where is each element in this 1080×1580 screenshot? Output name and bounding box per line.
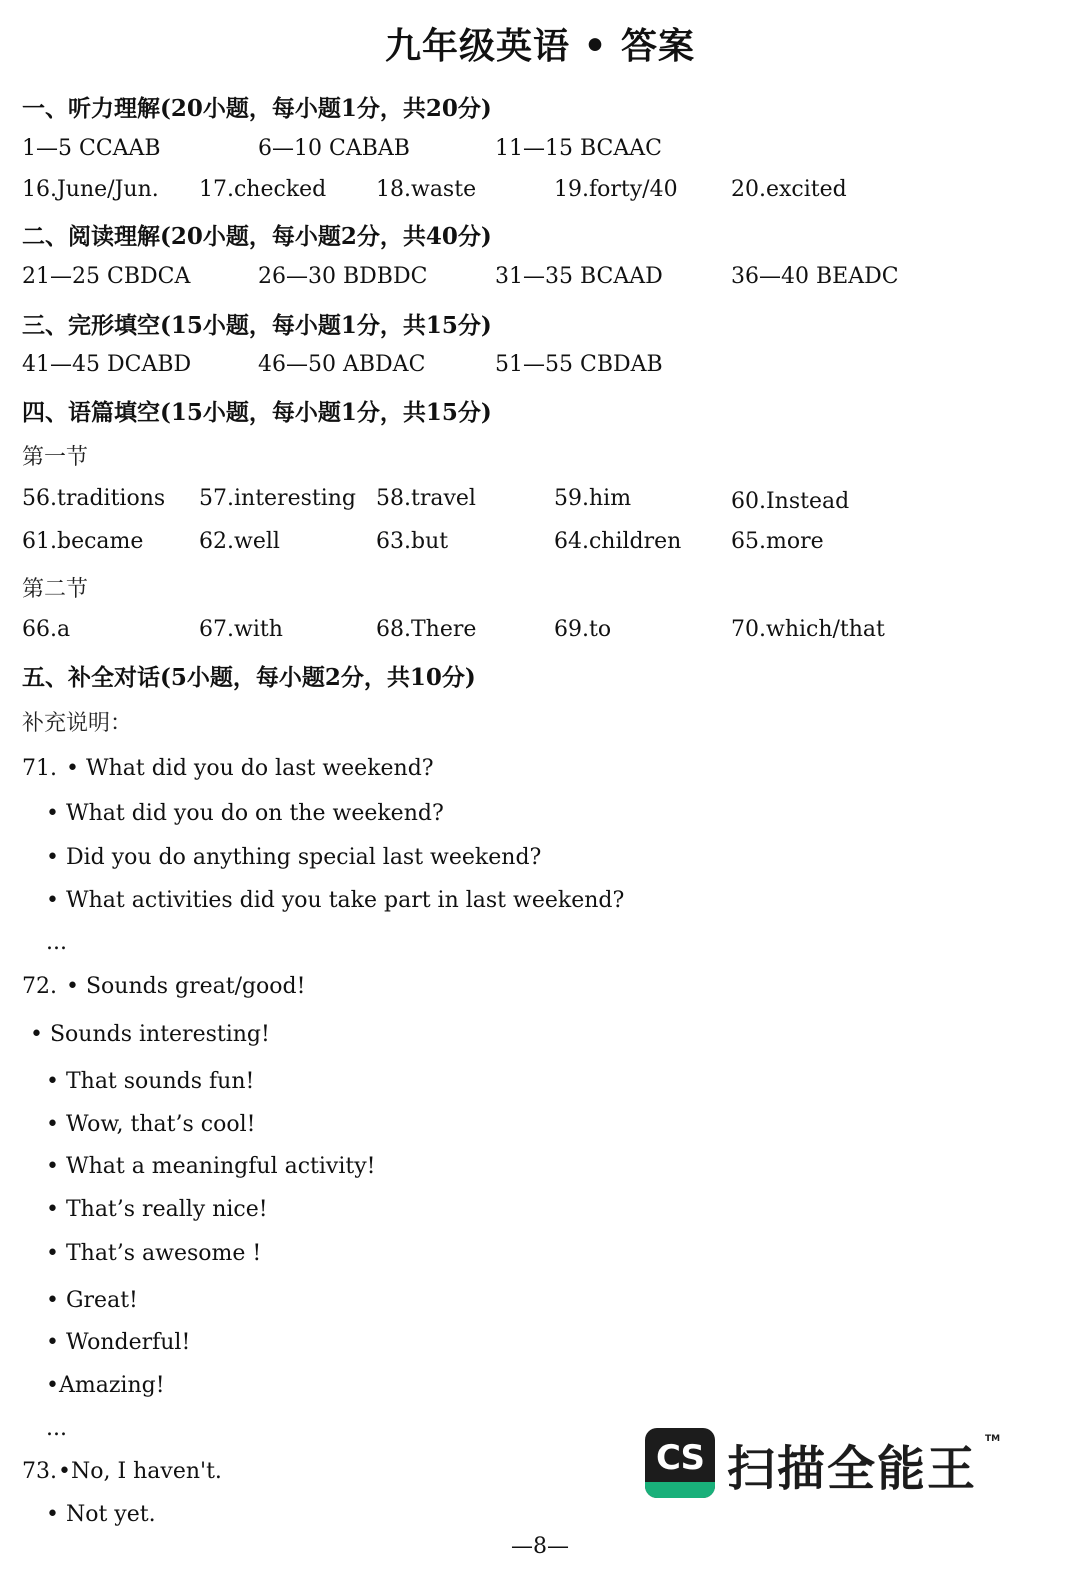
answer-item: 56.traditions [22, 486, 166, 511]
answer-option: • That’s really nice! [46, 1197, 268, 1222]
supplementary-note-label: 补充说明： [22, 711, 133, 736]
answer-group: 31—35 BCAAD [495, 264, 663, 289]
answer-item: 60.Instead [731, 489, 850, 514]
part-two-label: 第二节 [22, 577, 89, 602]
trademark-symbol: TM [985, 1434, 1001, 1444]
logo-mark-text: CS [655, 1438, 705, 1478]
answer-item: 62.well [199, 529, 280, 554]
answer-item: 61.became [22, 529, 144, 554]
logo-brand-text: 扫描全能王 [727, 1441, 978, 1497]
answer-option: • Wow, that’s cool! [46, 1112, 256, 1137]
answer-option: • What activities did you take part in last weekend? [46, 888, 625, 913]
section-heading-listening: 一、听力理解(20小题，每小题1分，共20分) [22, 95, 492, 122]
question-number-72: 72. [22, 974, 57, 999]
cloze-row [0, 352, 1080, 382]
scanner-watermark-logo [645, 1428, 1005, 1504]
answer-group: 51—55 CBDAB [495, 352, 663, 377]
answer-option: • That’s awesome ! [46, 1241, 262, 1266]
passage-fill-row-3 [0, 617, 1080, 647]
ellipsis: ... [46, 930, 67, 955]
question-number-71: 71. [22, 756, 57, 781]
answer-option: • That sounds fun! [46, 1069, 255, 1094]
page-number: —8— [511, 1534, 569, 1559]
answer-option: • Wonderful! [46, 1330, 191, 1355]
answer-group: 6—10 CABAB [258, 136, 410, 161]
reading-row [0, 264, 1080, 294]
answer-item: 66.a [22, 617, 71, 642]
section-heading-dialogue: 五、补全对话(5小题，每小题2分，共10分) [22, 664, 476, 691]
answer-item: 67.with [199, 617, 283, 642]
answer-option: • Did you do anything special last weekend? [46, 845, 542, 870]
answer-group: 36—40 BEADC [731, 264, 899, 289]
answer-option: • Sounds interesting! [30, 1022, 270, 1047]
answer-option: • What a meaningful activity! [46, 1154, 376, 1179]
section-heading-passage-fill: 四、语篇填空(15小题，每小题1分，共15分) [22, 399, 492, 426]
answer-item: 69.to [554, 617, 612, 642]
part-one-label: 第一节 [22, 445, 89, 470]
answer-item: 18.waste [376, 177, 477, 202]
answer-group: 21—25 CBDCA [22, 264, 191, 289]
page-title: 九年级英语 • 答案 [384, 25, 696, 67]
answer-item: 17.checked [199, 177, 327, 202]
answer-option: • Sounds great/good! [66, 974, 306, 999]
answer-option: • What did you do on the weekend? [46, 801, 444, 826]
answer-item: 63.but [376, 529, 449, 554]
answer-option: • Great! [46, 1288, 138, 1313]
listening-fill-row [0, 177, 1080, 207]
answer-item: 59.him [554, 486, 632, 511]
answer-group: 46—50 ABDAC [258, 352, 426, 377]
question-number-73: 73. [22, 1459, 57, 1484]
answer-group: 41—45 DCABD [22, 352, 192, 377]
answer-option: • Not yet. [46, 1502, 156, 1527]
section-heading-cloze: 三、完形填空(15小题，每小题1分，共15分) [22, 312, 492, 339]
answer-option: •Amazing! [46, 1373, 165, 1398]
answer-item: 20.excited [731, 177, 847, 202]
answer-group: 11—15 BCAAC [495, 136, 662, 161]
answer-option: • What did you do last weekend? [66, 756, 434, 781]
answer-item: 19.forty/40 [554, 177, 678, 202]
answer-group: 26—30 BDBDC [258, 264, 428, 289]
cs-logo-icon [645, 1428, 715, 1498]
answer-item: 16.June/Jun. [22, 177, 159, 202]
section-heading-reading: 二、阅读理解(20小题，每小题2分，共40分) [22, 223, 492, 250]
answer-item: 70.which/that [731, 617, 885, 642]
ellipsis: ... [46, 1416, 67, 1441]
listening-mc-row [0, 136, 1080, 166]
answer-item: 57.interesting [199, 486, 357, 511]
answer-item: 65.more [731, 529, 824, 554]
answer-option: •No, I haven't. [58, 1459, 222, 1484]
answer-item: 64.children [554, 529, 682, 554]
answer-group: 1—5 CCAAB [22, 136, 161, 161]
answer-item: 68.There [376, 617, 477, 642]
passage-fill-row-2 [0, 529, 1080, 559]
passage-fill-row-1 [0, 486, 1080, 516]
answer-item: 58.travel [376, 486, 476, 511]
